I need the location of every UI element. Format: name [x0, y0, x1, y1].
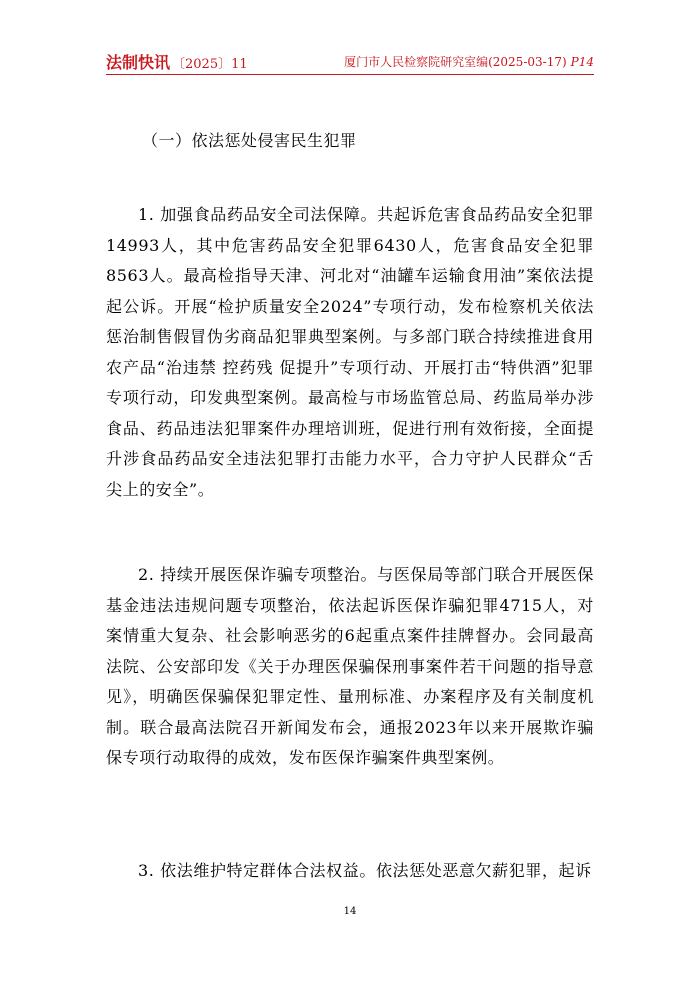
page-header — [106, 50, 594, 74]
header-right — [344, 53, 594, 70]
issue-number: 〔2025〕11 — [172, 57, 248, 72]
newsletter-brand: 法制快讯 — [106, 53, 171, 72]
paragraph-1: 1. 加强食品药品安全司法保障。共起诉危害食品药品安全犯罪14993人，其中危害药品安全犯罪6430人，危害食品安全犯罪8563人。最高检指导天津、河北对“油罐车运输食用油”案依法提起公诉。开展“检护质量安全2024”专项行动，发布检察机关依法惩治制售假冒伪劣商品犯罪典型案例。与多部门联合持续推进食用农产品“治违禁 控药残 促提升”专项行动、开展打击“特供酒”犯罪专项行动，印发典型案例。最高检与市场监管总局、药监局举办涉食品、药品违法犯罪案件办理培训班，促进行刑有效衔接，全面提升涉食品药品安全违法犯罪打击能力水平，合力守护人民群众“舌尖上的安全”。 — [106, 205, 594, 499]
paragraph-3: 3. 依法维护特定群体合法权益。依法惩处恶意欠薪犯罪，起诉 — [138, 861, 592, 880]
header-rule — [106, 74, 594, 75]
paragraph-2: 2. 持续开展医保诈骗专项整治。与医保局等部门联合开展医保基金违法违规问题专项整治，依法起诉医保诈骗犯罪4715人，对案情重大复杂、社会影响恶劣的6起重点案件挂牌督办。会同最高法院、公安部印发《关于办理医保骗保刑事案件若干问题的指导意见》，明确医保骗保犯罪定性、量刑标准、办案程序及有关制度机制。联合最高法院召开新闻发布会，通报2023年以来开展欺诈骗保专项行动取得的成效，发布医保诈骗案件典型案例。 — [106, 565, 594, 767]
section-title: （一）依法惩处侵害民生犯罪 — [142, 131, 357, 150]
page-number: 14 — [343, 906, 357, 917]
header-source: 厦门市人民检察院研究室编(2025-03-17) — [344, 55, 567, 69]
header-left — [106, 50, 248, 73]
header-page-tag: P14 — [570, 55, 594, 69]
